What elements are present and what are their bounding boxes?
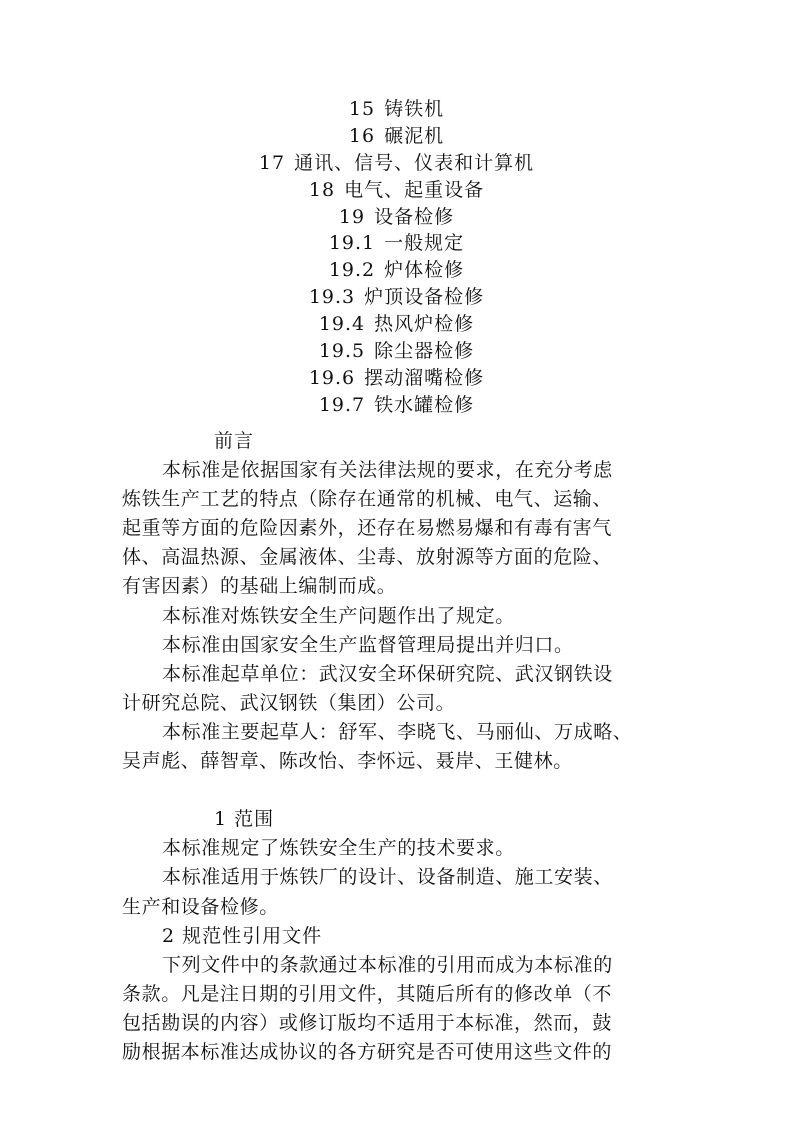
toc-entry-title: 除尘器检修: [374, 340, 475, 363]
toc-entry: [0, 311, 793, 338]
toc-entry: [0, 177, 793, 204]
toc-entry-number: 19.3: [308, 286, 356, 309]
paragraph-line: 本标准主要起草人：舒军、李晓飞、马丽仙、万成略、: [162, 720, 633, 743]
paragraph-line: 本标准是依据国家有关法律法规的要求，在充分考虑: [162, 459, 613, 482]
toc-entry: [0, 123, 793, 150]
paragraph-line: 起重等方面的危险因素外，还存在易燃易爆和有毒有害气: [122, 517, 613, 540]
paragraph-line: 本标准起草单位：武汉安全环保研究院、武汉钢铁设: [162, 662, 613, 685]
toc-entry: [0, 204, 793, 231]
toc-entry: [0, 392, 793, 419]
scope-heading: 1 范围: [214, 808, 275, 831]
toc-entry-number: 19.7: [318, 393, 366, 416]
toc-entry: [0, 338, 793, 365]
section-gap: [122, 776, 662, 805]
paragraph-line: 下列文件中的条款通过本标准的引用而成为本标准的: [162, 953, 613, 976]
paragraph-line: 炼铁生产工艺的特点（除存在通常的机械、电气、运输、: [122, 488, 613, 511]
paragraph-line: 包括勘误的内容）或修订版均不适用于本标准，然而，鼓: [122, 1011, 613, 1034]
foreword-heading: 前言: [214, 430, 255, 452]
toc-entry: [0, 150, 793, 177]
toc-entry-title: 碾泥机: [384, 124, 445, 147]
toc-entry-title: 炉体检修: [384, 259, 465, 282]
toc-entry-number: 16: [348, 124, 376, 147]
toc-entry-number: 19.4: [318, 313, 366, 336]
toc-entry-title: 设备检修: [374, 205, 455, 228]
paragraph-line: 计研究总院、武汉钢铁（集团）公司。: [122, 691, 456, 714]
paragraph-line: 本标准适用于炼铁厂的设计、设备制造、施工安装、: [162, 866, 613, 889]
toc-entry-title: 通讯、信号、仪表和计算机: [294, 151, 535, 174]
toc-entry-number: 15: [348, 98, 376, 120]
paragraph-line: 条款。凡是注日期的引用文件，其随后所有的修改单（不: [122, 982, 613, 1005]
paragraph-line: 励根据本标准达成协议的各方研究是否可使用这些文件的: [122, 1040, 613, 1063]
paragraph-line: 本标准由国家安全生产监督管理局提出并归口。: [162, 633, 574, 656]
toc-entry-title: 铸铁机: [384, 98, 445, 120]
toc-entry-number: 19.1: [328, 232, 376, 255]
document-body: [122, 427, 662, 1067]
toc-entry: [0, 365, 793, 392]
toc-entry-title: 热风炉检修: [374, 313, 475, 336]
toc-entry-number: 18: [308, 178, 336, 201]
references-heading: 2 规范性引用文件: [162, 924, 323, 947]
toc-entry-title: 电气、起重设备: [344, 178, 485, 201]
toc-entry-number: 19.5: [318, 340, 366, 363]
toc-entry-number: 19.6: [308, 366, 356, 389]
toc-entry-number: 19: [338, 205, 366, 228]
table-of-contents: [0, 96, 793, 419]
paragraph-line: 体、高温热源、金属液体、尘毒、放射源等方面的危险、: [122, 546, 613, 569]
toc-entry-title: 摆动溜嘴检修: [364, 366, 485, 389]
paragraph-line: 有害因素）的基础上编制而成。: [122, 575, 397, 598]
paragraph-line: 本标准规定了炼铁安全生产的技术要求。: [162, 837, 515, 860]
paragraph-line: 吴声彪、薛智章、陈改怡、李怀远、聂岸、王健林。: [122, 750, 573, 773]
toc-entry-title: 铁水罐检修: [374, 393, 475, 416]
paragraph-line: 生产和设备检修。: [122, 895, 279, 918]
toc-entry-title: 一般规定: [384, 232, 465, 255]
toc-entry: [0, 257, 793, 284]
toc-entry-title: 炉顶设备检修: [364, 286, 485, 309]
toc-entry-number: 17: [258, 151, 286, 174]
toc-entry: [0, 230, 793, 257]
toc-entry: [0, 96, 793, 123]
toc-entry-number: 19.2: [328, 259, 376, 282]
paragraph-line: 本标准对炼铁安全生产问题作出了规定。: [162, 604, 515, 627]
toc-entry: [0, 284, 793, 311]
